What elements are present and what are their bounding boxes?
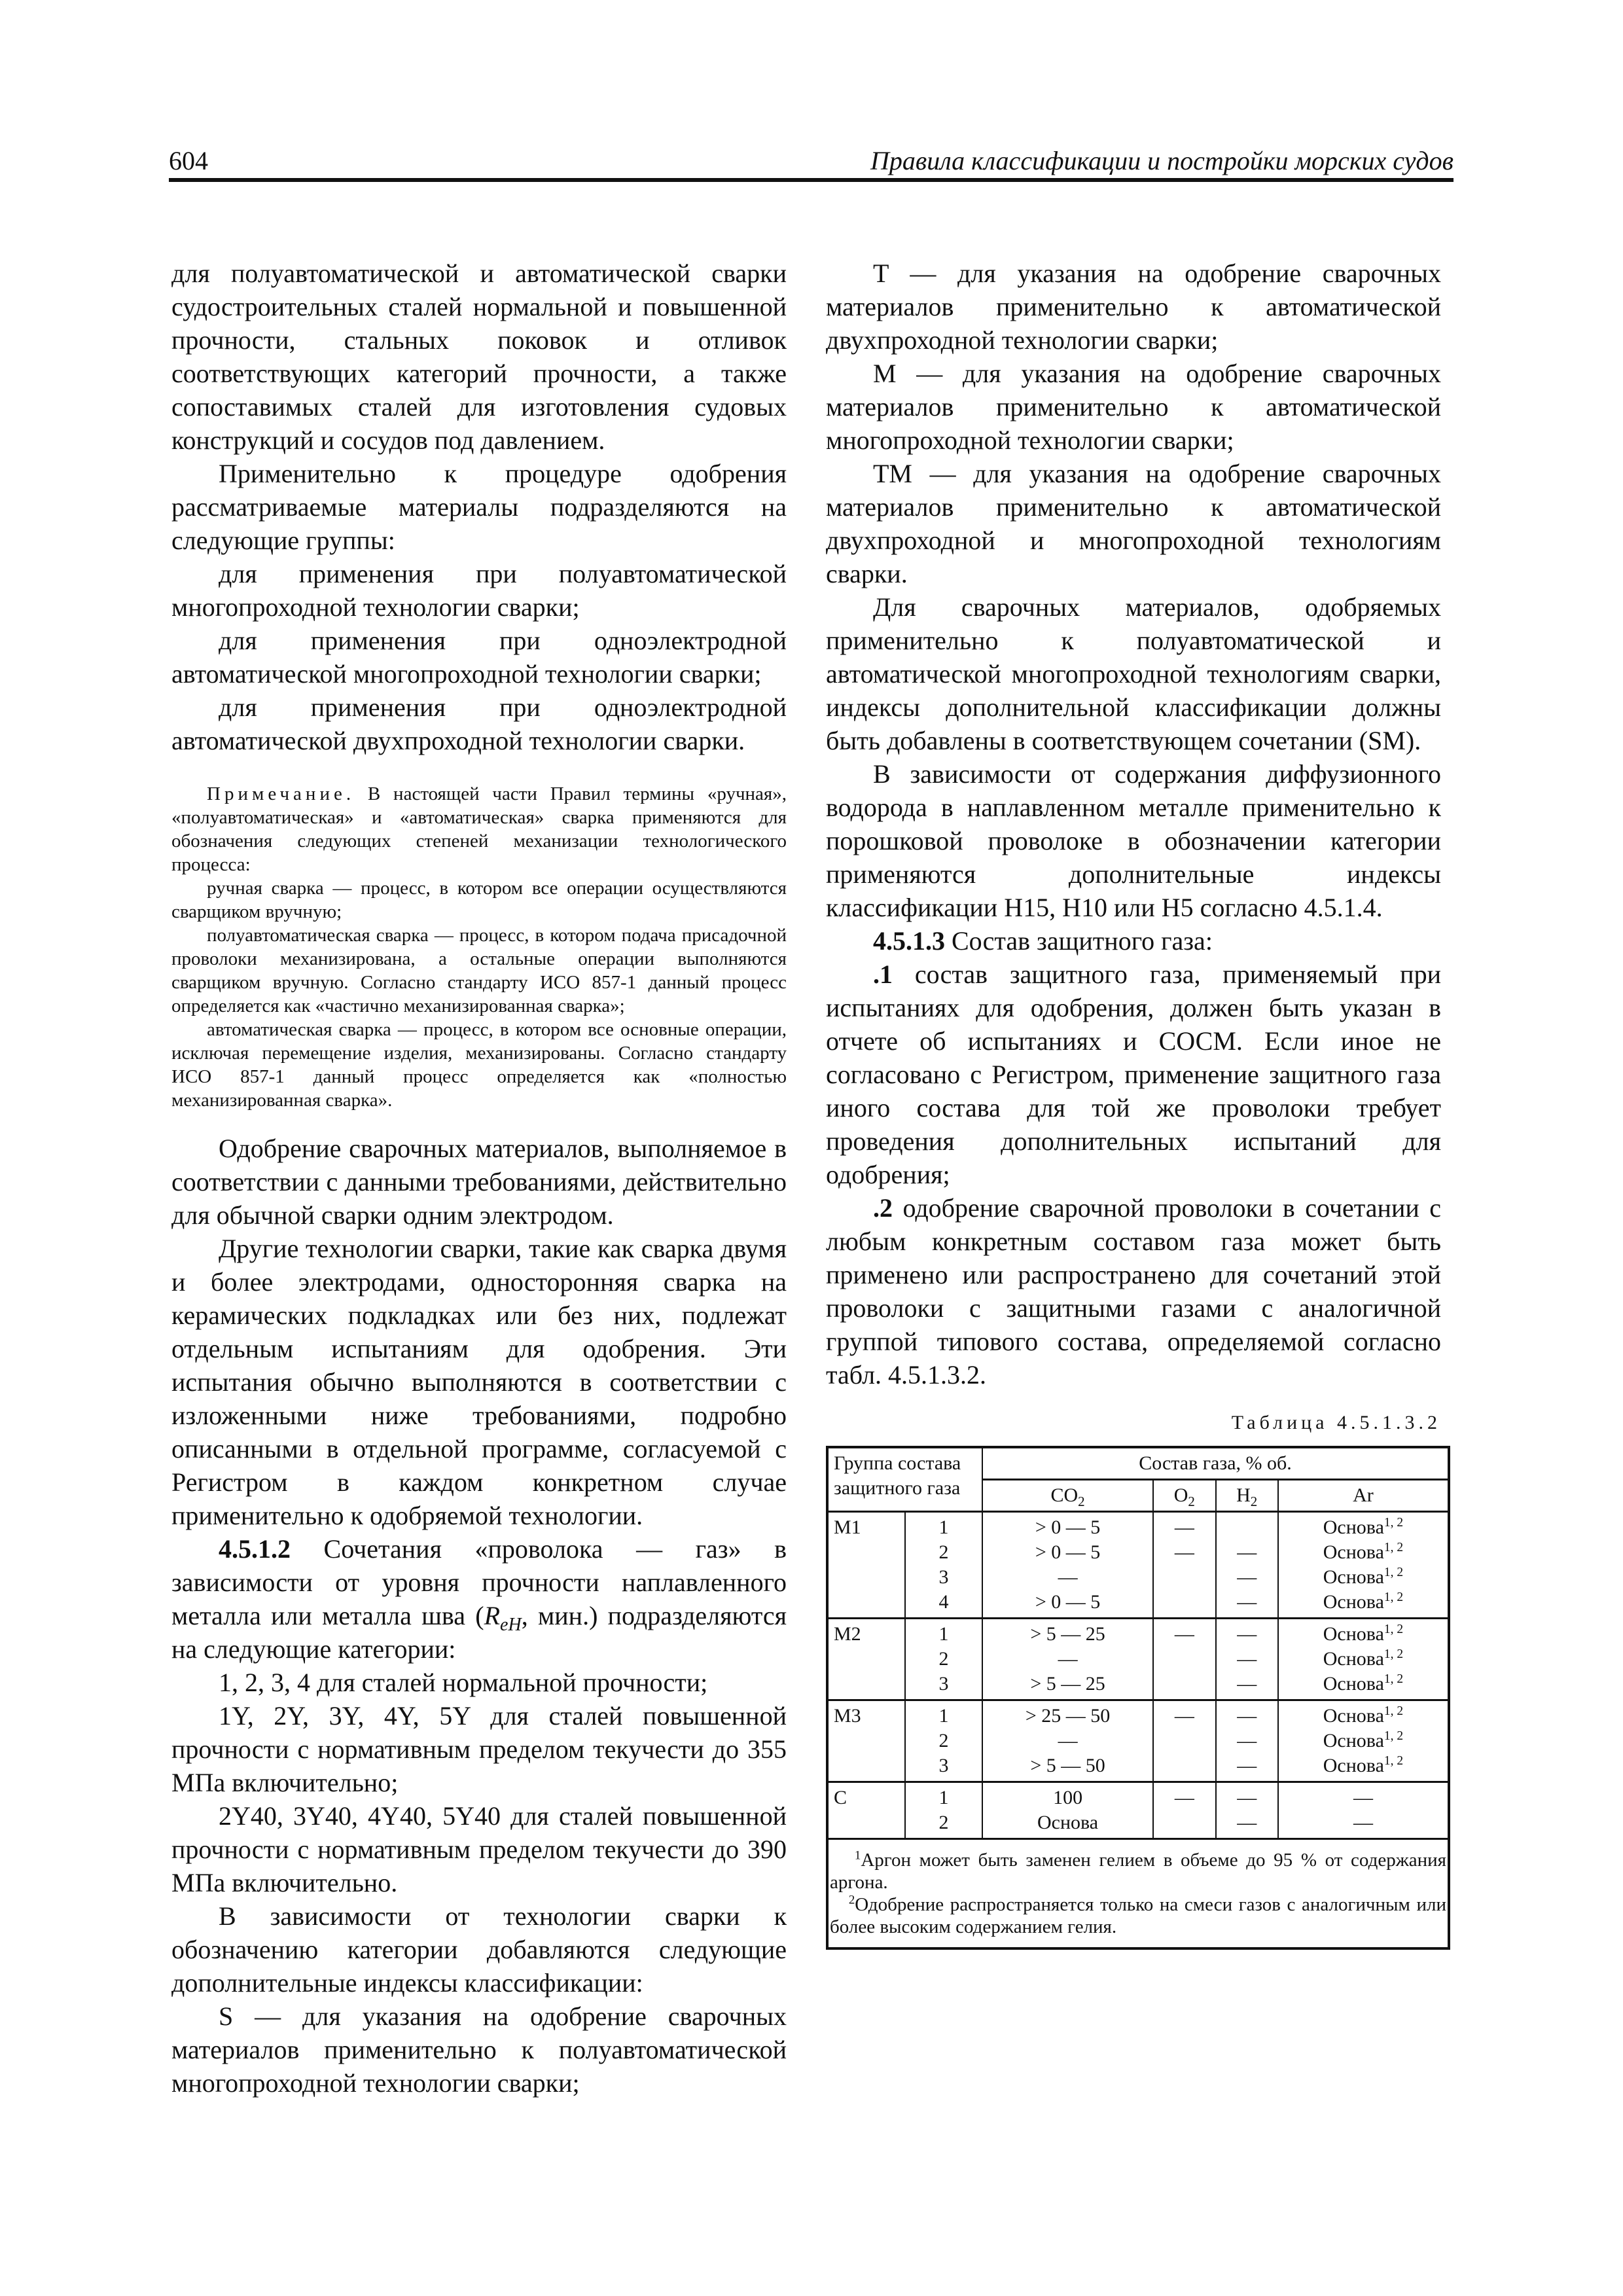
paragraph: .1 состав защитного газа, применяемый при испытаниях для одобрения, должен быть указан в отчете об испытаниях и СОСМ. Если иное не согласовано с Регистром, применение защитного газа иного состава для той же проволоки требует проведения дополнительных испытаний для одобрения;: [826, 960, 1441, 1189]
cell-group: M1: [827, 1512, 905, 1619]
cell-line: > 0 — 5: [1035, 1516, 1101, 1538]
cell-line: Основа$^{1, 2}$: [1323, 1754, 1404, 1776]
list-item: S — для указания на одобрение сварочных материалов применительно к полуавтоматической многопроходной технологии сварки;: [171, 2001, 787, 2098]
cell-ar: [1278, 1700, 1449, 1782]
section-number: 4.5.1.2: [219, 1534, 291, 1564]
cell-group: C: [827, 1782, 905, 1839]
paragraph: Для сварочных материалов, одобряемых применительно к полуавтоматической и автоматической многопроходной технологиям сварки, индексы дополнительной классификации должны быть добавлены в соответствующем сочетании (SM).: [826, 592, 1441, 755]
list-item: для применения при одноэлектродной автоматической двухпроходной технологии сварки.: [171, 692, 787, 755]
cell-line: [1159, 1672, 1209, 1696]
cell-line: Основа$^{1, 2}$: [1323, 1704, 1404, 1727]
note-label: Примечание.: [207, 783, 355, 804]
cell-ar: [1278, 1619, 1449, 1700]
cell-line: —: [1174, 1623, 1194, 1645]
cell-line: 3: [938, 1673, 949, 1695]
list-item: M — для указания на одобрение сварочных материалов применительно к автоматической многопроходной технологии сварки;: [826, 359, 1441, 455]
running-title: Правила классификации и постройки морских судов: [870, 146, 1454, 175]
paragraph: Одобрение сварочных материалов, выполняемое в соответствии с данными требованиями, действительно для обычной сварки одним электродом.: [171, 1134, 787, 1230]
header-o2: $O_2$: [1153, 1480, 1215, 1512]
paragraph: В зависимости от технологии сварки к обозначению категории добавляются следующие дополнительные индексы классификации:: [171, 1901, 787, 1998]
cell-line: Основа$^{1, 2}$: [1323, 1590, 1404, 1613]
cell-line: —: [1174, 1705, 1194, 1727]
cell-line: [1159, 1590, 1209, 1615]
cell-line: 2: [938, 1730, 949, 1751]
cell-line: 3: [938, 1566, 949, 1588]
cell-line: —: [1353, 1812, 1373, 1833]
cell-group: M3: [827, 1700, 905, 1782]
list-item: TM — для указания на одобрение сварочных материалов применительно к автоматической двухпроходной и многопроходной технологиям сварки.: [826, 459, 1441, 588]
cell-n: [905, 1512, 982, 1619]
item-number: .1: [873, 960, 893, 989]
table-footnotes: [827, 1839, 1449, 1949]
cell-line: 1: [938, 1623, 949, 1645]
cell-n: [905, 1619, 982, 1700]
gas-composition-table: [826, 1446, 1450, 1950]
cell-o2: [1153, 1782, 1215, 1839]
cell-ar: [1278, 1782, 1449, 1839]
table-caption: Таблица 4.5.1.3.2: [1231, 1412, 1441, 1433]
section-number: 4.5.1.3: [873, 926, 945, 956]
cell-line: 3: [938, 1755, 949, 1776]
footnote-2: $^2$Одобрение распространяется только на смеси газов с аналогичным или более высоким содержанием гелия.: [830, 1893, 1446, 1937]
paragraph: Другие технологии сварки, такие как сварка двумя и более электродами, односторонняя сварка на керамических подкладках или без них, подлежат отдельным испытаниям для одобрения. Эти испытания обычно выполняются в соответствии с изложенными ниже требованиями, подробно описанными в отдельной программе, согласуемой с Регистром в каждом конкретном случае применительно к одобряемой технологии.: [171, 1234, 787, 1530]
cell-line: —: [1237, 1541, 1257, 1563]
paragraph: для полуавтоматической и автоматической сварки судостроительных сталей нормальной и повышенной прочности, стальных поковок и отливок соответствующих категорий прочности, а также сопоставимых сталей для изготовления судовых конструкций и сосудов под давлением.: [171, 259, 787, 455]
cell-co2: [982, 1619, 1153, 1700]
cell-line: > 5 — 25: [1030, 1673, 1105, 1695]
symbol-subscript: eH: [500, 1615, 522, 1635]
table-row: [827, 1619, 1449, 1700]
cell-line: 1: [938, 1787, 949, 1808]
note-block: [171, 782, 787, 1112]
cell-line: —: [1353, 1787, 1373, 1808]
cell-line: Основа$^{1, 2}$: [1323, 1623, 1404, 1645]
cell-co2: [982, 1512, 1153, 1619]
header-rule: [169, 178, 1454, 182]
cell-line: —: [1237, 1673, 1257, 1695]
note-text: В настоящей части Правил термины «ручная», «полуавтоматическая» и «автоматическая» сварка применяются для обозначения следующих степеней механизации технологического процесса:: [171, 783, 787, 875]
note-paragraph: автоматическая сварка — процесс, в котором все основные операции, исключая перемещение изделия, механизированы. Согласно стандарту ИСО 857-1 данный процесс определяется как «полностью механизированная сварка».: [171, 1019, 787, 1111]
page-header: [169, 145, 1454, 179]
cell-line: Основа$^{1, 2}$: [1323, 1647, 1404, 1670]
cell-line: 1: [938, 1516, 949, 1538]
list-item: для применения при одноэлектродной автоматической многопроходной технологии сварки;: [171, 626, 787, 689]
cell-line: —: [1174, 1787, 1194, 1808]
cell-line: > 25 — 50: [1025, 1705, 1111, 1727]
cell-line: 2: [938, 1541, 949, 1563]
cell-line: [1159, 1810, 1209, 1835]
list-item: 2Y40, 3Y40, 4Y40, 5Y40 для сталей повышенной прочности с нормативным пределом текучести до 390 МПа включительно.: [171, 1801, 787, 1897]
cell-h2: [1216, 1619, 1278, 1700]
symbol: R: [484, 1601, 501, 1630]
cell-line: —: [1237, 1566, 1257, 1588]
cell-line: —: [1058, 1730, 1078, 1751]
cell-co2: [982, 1700, 1153, 1782]
cell-line: > 0 — 5: [1035, 1591, 1101, 1613]
cell-line: Основа$^{1, 2}$: [1323, 1729, 1404, 1751]
paragraph: В зависимости от содержания диффузионного водорода в наплавленном металле применительно к порошковой проволоке в обозначении категории применяются дополнительные индексы классификации H15, H10 или H5 согласно 4.5.1.4.: [826, 759, 1441, 922]
cell-o2: [1153, 1512, 1215, 1619]
cell-line: —: [1237, 1787, 1257, 1808]
cell-line: 1: [938, 1705, 949, 1727]
cell-line: > 0 — 5: [1035, 1541, 1101, 1563]
cell-line: —: [1237, 1705, 1257, 1727]
cell-line: 2: [938, 1812, 949, 1833]
paragraph: 4.5.1.2 Сочетания «проволока — газ» в зависимости от уровня прочности наплавленного металла или металла шва ($R_{eH}$, мин.) подразделяются на следующие категории:: [171, 1534, 787, 1664]
cell-group: M2: [827, 1619, 905, 1700]
cell-line: > 5 — 50: [1030, 1755, 1105, 1776]
cell-line: Основа$^{1, 2}$: [1323, 1566, 1404, 1588]
table-body: [827, 1512, 1449, 1839]
cell-line: —: [1237, 1755, 1257, 1776]
cell-line: 100: [1053, 1787, 1083, 1808]
cell-o2: [1153, 1700, 1215, 1782]
left-column: [171, 257, 787, 2100]
note-paragraph: ручная сварка — процесс, в котором все операции осуществляются сварщиком вручную;: [171, 878, 787, 922]
cell-line: [1159, 1565, 1209, 1590]
cell-n: [905, 1700, 982, 1782]
header-composition: Состав газа, % об.: [982, 1447, 1449, 1480]
cell-line: —: [1058, 1648, 1078, 1670]
note-paragraph: полуавтоматическая сварка — процесс, в котором подача присадочной проволоки механизирована, а остальные операции выполняются сварщиком вручную. Согласно стандарту ИСО 857-1 данный процесс определяется как «частично механизированная сварка»;: [171, 925, 787, 1016]
cell-h2: [1216, 1512, 1278, 1619]
cell-n: [905, 1782, 982, 1839]
table-row: [827, 1700, 1449, 1782]
cell-ar: [1278, 1512, 1449, 1619]
cell-line: —: [1237, 1812, 1257, 1833]
paragraph: 4.5.1.3 Состав защитного газа:: [873, 926, 1213, 956]
cell-line: —: [1058, 1566, 1078, 1588]
list-item: 1Y, 2Y, 3Y, 4Y, 5Y для сталей повышенной прочности с нормативным пределом текучести до 355 МПа включительно;: [171, 1701, 787, 1797]
header-co2: $CO_2$: [982, 1480, 1153, 1512]
cell-line: —: [1237, 1591, 1257, 1613]
list-item: T — для указания на одобрение сварочных материалов применительно к автоматической двухпроходной технологии сварки;: [826, 259, 1441, 355]
cell-line: [1159, 1753, 1209, 1778]
cell-line: Основа$^{1, 2}$: [1323, 1672, 1404, 1695]
cell-line: Основа$^{1, 2}$: [1323, 1541, 1404, 1563]
cell-line: —: [1174, 1541, 1194, 1563]
footnote-1: $^1$Аргон может быть заменен гелием в объеме до 95 % от содержания аргона.: [830, 1848, 1446, 1893]
cell-line: —: [1237, 1623, 1257, 1645]
note-paragraph: [171, 782, 787, 876]
cell-h2: [1216, 1700, 1278, 1782]
cell-line: Основа$^{1, 2}$: [1323, 1516, 1404, 1538]
right-column: [826, 257, 1446, 1950]
header-h2: $H_2$: [1216, 1480, 1278, 1512]
cell-line: —: [1237, 1730, 1257, 1751]
cell-line: —: [1174, 1516, 1194, 1538]
cell-o2: [1153, 1619, 1215, 1700]
cell-line: [1222, 1515, 1272, 1540]
table-row: [827, 1782, 1449, 1839]
paragraph: .2 одобрение сварочной проволоки в сочетании с любым конкретным составом газа может быть применено или распространено для сочетаний этой проволоки с защитными газами с аналогичной группой типового состава, определяемой согласно табл. 4.5.1.3.2.: [826, 1193, 1441, 1390]
cell-line: [1159, 1647, 1209, 1672]
cell-line: [1159, 1729, 1209, 1753]
list-item: для применения при полуавтоматической многопроходной технологии сварки;: [171, 559, 787, 622]
paragraph: Применительно к процедуре одобрения рассматриваемые материалы подразделяются на следующие группы:: [171, 459, 787, 555]
page-number: 604: [169, 146, 208, 175]
cell-line: —: [1237, 1648, 1257, 1670]
cell-co2: [982, 1782, 1153, 1839]
cell-line: 2: [938, 1648, 949, 1670]
cell-line: > 5 — 25: [1030, 1623, 1105, 1645]
list-item: 1, 2, 3, 4 для сталей нормальной прочности;: [219, 1668, 708, 1697]
table-row: [827, 1512, 1449, 1619]
header-group: Группа состава защитного газа: [827, 1447, 982, 1512]
cell-line: Основа: [1037, 1812, 1099, 1833]
cell-line: 4: [938, 1591, 949, 1613]
cell-h2: [1216, 1782, 1278, 1839]
header-ar: Ar: [1278, 1480, 1449, 1512]
item-number: .2: [873, 1193, 893, 1223]
